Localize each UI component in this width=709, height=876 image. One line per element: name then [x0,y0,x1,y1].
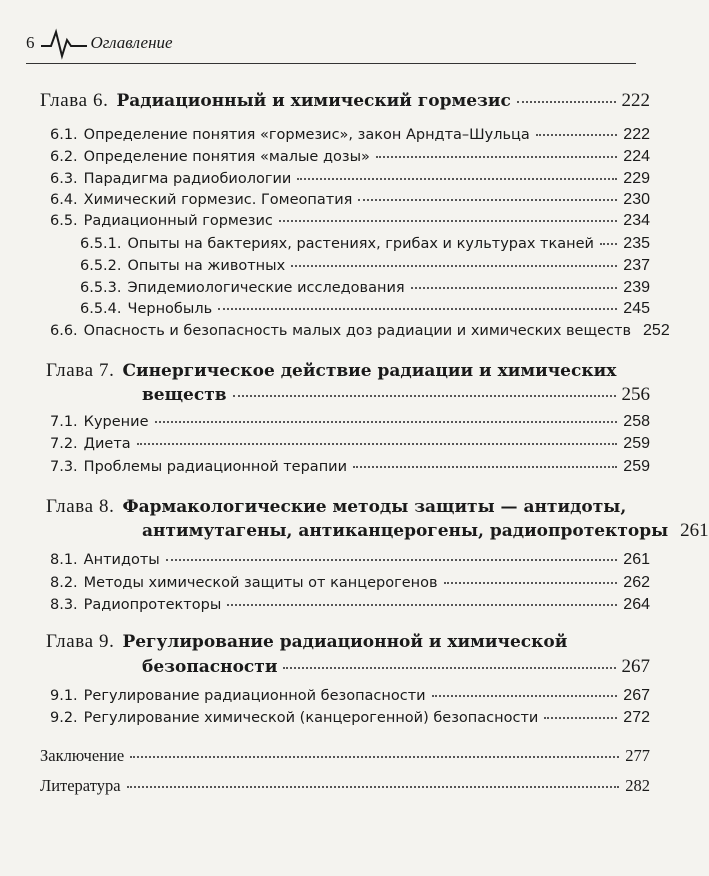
leader-dots [544,717,617,719]
toc-item-6-5[interactable] [50,212,650,234]
toc-item-8-3[interactable] [50,596,650,618]
leader-dots [130,756,619,758]
item-number: 8.1. [50,552,78,568]
leader-dots [444,582,618,584]
end-page: 277 [625,746,650,765]
toc-chapter-7-line1[interactable] [46,360,650,382]
toc-item-6-6[interactable] [50,322,670,344]
chapter-title-cont: безопасности [142,657,278,677]
toc-item-6-5-3[interactable] [80,279,650,301]
item-page: 258 [623,413,650,430]
item-title: Чернобыль [127,301,213,317]
leader-dots [536,134,617,136]
item-page: 261 [623,551,650,568]
chapter-page: 256 [621,384,650,405]
item-title: Опасность и безопасность малых доз радиации и химических веществ [83,323,632,339]
item-page: 245 [623,300,650,317]
item-title: Радиационный гормезис [83,213,273,229]
item-title: Диета [83,436,131,452]
item-number: 8.3. [50,597,78,613]
item-title: Радиопротекторы [83,597,222,613]
item-number: 7.2. [50,436,78,452]
toc-chapter-6[interactable] [40,90,650,112]
item-title: Регулирование радиационной безопасности [83,688,426,704]
page-header [26,28,173,58]
chapter-title: Радиационный и химический гормезис [116,91,511,111]
leader-dots [358,199,617,201]
item-number: 6.2. [50,149,78,165]
toc-item-6-4[interactable] [50,191,650,213]
leader-dots [297,178,617,180]
toc-item-7-3[interactable] [50,458,650,480]
toc-chapter-8[interactable] [142,520,709,542]
leader-dots [155,421,618,423]
chapter-title-cont: веществ [142,385,227,405]
item-title: Проблемы радиационной терапии [83,459,348,475]
chapter-title: Регулирование радиационной и химической [122,632,568,652]
toc-item-6-2[interactable] [50,148,650,170]
leader-dots [291,265,617,267]
item-page: 252 [643,322,670,339]
toc-item-8-2[interactable] [50,574,650,596]
chapter-label: Глава 9. [46,631,115,652]
leader-dots [600,243,617,245]
item-number: 6.1. [50,127,78,143]
chapter-page: 267 [621,656,650,677]
toc-item-6-3[interactable] [50,170,650,192]
item-number: 6.5. [50,213,78,229]
running-title: Оглавление [90,33,173,52]
chapter-page: 261 [680,520,709,541]
page-number: 6 [26,33,35,52]
toc-item-7-1[interactable] [50,413,650,435]
item-page: 259 [623,435,650,452]
toc-references[interactable] [40,776,650,798]
item-number: 6.5.1. [80,236,122,252]
item-number: 6.5.4. [80,301,122,317]
item-page: 230 [623,191,650,208]
item-number: 8.2. [50,575,78,591]
header-rule [26,63,636,64]
end-title: Литература [40,776,121,795]
toc-item-6-5-4[interactable] [80,300,650,322]
toc-chapter-9-line1[interactable] [46,631,650,653]
toc-item-6-1[interactable] [50,126,650,148]
leader-dots [376,156,617,158]
chapter-label: Глава 7. [46,360,115,381]
toc-conclusion[interactable] [40,746,650,768]
item-page: 234 [623,212,650,229]
item-page: 272 [623,709,650,726]
leader-dots [432,695,618,697]
item-page: 224 [623,148,650,165]
item-number: 9.1. [50,688,78,704]
item-title: Курение [83,414,149,430]
item-number: 6.5.3. [80,280,122,296]
item-page: 237 [623,257,650,274]
item-title: Эпидемиологические исследования [127,280,405,296]
item-page: 222 [623,126,650,143]
item-number: 9.2. [50,710,78,726]
leader-dots [279,220,617,222]
leader-dots [218,308,617,310]
item-title: Парадигма радиобиологии [83,171,292,187]
toc-item-6-5-1[interactable] [80,235,650,257]
item-page: 267 [623,687,650,704]
chapter-title-cont: антимутагены, антиканцерогены, радиопротекторы [142,521,669,541]
chapter-label: Глава 8. [46,496,115,517]
toc-chapter-9[interactable] [142,656,650,678]
leader-dots [166,559,618,561]
toc-item-8-1[interactable] [50,551,650,573]
leader-dots [127,786,620,788]
item-title: Определение понятия «гормезис», закон Арндта–Шульца [83,127,530,143]
chapter-title: Синергическое действие радиации и химических [122,361,617,381]
item-number: 6.3. [50,171,78,187]
item-page: 239 [623,279,650,296]
item-title: Определение понятия «малые дозы» [83,149,370,165]
item-number: 6.4. [50,192,78,208]
item-title: Опыты на животных [127,258,286,274]
leader-dots [353,466,617,468]
item-number: 7.3. [50,459,78,475]
leader-dots [517,101,616,103]
leader-dots [233,395,616,397]
toc-item-6-5-2[interactable] [80,257,650,279]
leader-dots [283,667,615,669]
item-title: Антидоты [83,552,160,568]
item-title: Методы химической защиты от канцерогенов [83,575,438,591]
end-title: Заключение [40,746,125,765]
item-page: 259 [623,458,650,475]
toc-item-9-2[interactable] [50,709,650,731]
chapter-label: Глава 6. [40,90,109,111]
item-title: Регулирование химической (канцерогенной) безопасности [83,710,539,726]
item-title: Опыты на бактериях, растениях, грибах и культурах тканей [127,236,594,252]
end-page: 282 [625,776,650,795]
item-title: Химический гормезис. Гомеопатия [83,192,353,208]
item-page: 235 [623,235,650,252]
chapter-page: 222 [621,90,650,111]
leader-dots [137,443,618,445]
toc-item-9-1[interactable] [50,687,650,709]
item-number: 7.1. [50,414,78,430]
item-number: 6.5.2. [80,258,122,274]
leader-dots [227,604,617,606]
pulse-icon [41,28,87,58]
toc-item-7-2[interactable] [50,435,650,457]
item-number: 6.6. [50,323,78,339]
toc-chapter-7[interactable] [142,384,650,406]
leader-dots [411,287,618,289]
chapter-title: Фармакологические методы защиты — антидоты, [122,497,627,517]
item-page: 262 [623,574,650,591]
item-page: 229 [623,170,650,187]
item-page: 264 [623,596,650,613]
toc-chapter-8-line1[interactable] [46,496,650,518]
